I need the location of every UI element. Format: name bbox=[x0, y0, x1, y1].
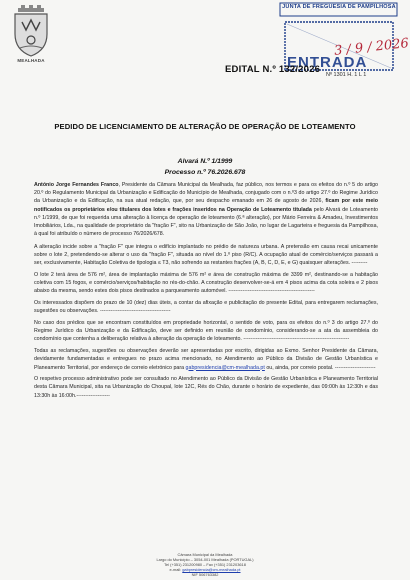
stamp-registration: Nº 1301 H. 1 L 1 bbox=[326, 72, 367, 78]
paragraph-notification: António Jorge Fernandes Franco, Presidente da Câmara Municipal da Mealhada, faz público, nos termos e para os efeitos do n.º 5 do artigo 20.º do Regulamento Municipal da Urbanização e Edificação do Município de Mealhada, conjugado com o n.º3 do artigo 27.º do Regime Jurídico da Urbanização e da Edificação, na sua atual redação, que, por seu despacho emanado em 26 de agosto de 2026, ficam por este meio notificados os proprietários e/ou titulares dos lotes e frações inseridos na Operação de Loteamento titulada pelo Alvará de Loteamento n.º 1/1999, de que foi requerida uma alteração à licença de operação de loteamento (6.ª alteração), por Mário Ferreira & Amadeu, Investimentos Imobiliários, Lda., na qualidade de proprietário da "fração F", sito na Urbanização de São João, no lugar de Lagarteira e freguesia da Pampilhosa, à qual foi atribuído o número de processo 76/2026/678. bbox=[34, 182, 378, 238]
paragraph-condominium: No caso dos prédios que se encontram constituídos em propriedade horizontal, o sentido de voto, para os efeitos do n.º 3 do artigo 27.º do Regime Jurídico da Urbanização e da Edificação, deve ser definido em reunião de condomínio, considerando-se a ata da assembleia do condomínio que contenha a deliberação relativa à alteração da operação de loteamento. ------------------------------------------------------------ bbox=[34, 320, 378, 343]
footer-address: Largo do Município – 3054-001 Mealhada (PORTUGAL) bbox=[156, 557, 254, 562]
footer-nif: NIF 506763382 bbox=[191, 572, 219, 577]
paragraph-consultation: O respetivo processo administrativo pode ser consultado no Atendimento ao Público da Divisão de Gestão Urbanística e Planeamento Territorial desta Câmara Municipal, sita na Urbanização do Choupal, lote 12C, Rés do Chão, durante o horário de expediente, das 09:00h às 12:30h e das 13:30h às 16:00h.------------------- bbox=[34, 376, 378, 399]
crest-label: MEALHADA bbox=[17, 58, 45, 63]
stamp-date: 3 / 9 / 2026 bbox=[333, 36, 410, 59]
footer-phone: Tel (+351) 231200980 – Fax (+351) 231203618 bbox=[164, 562, 246, 567]
paragraph-submissions: Todas as reclamações, sugestões ou observações deverão ser apresentadas por escrito, dirigidas ao Exmo. Senhor Presidente da Câmara, devidamente fundamentadas e entregues no prazo acima mencionado, no Atendimento ao Público da Divisão de Gestão Urbanística e Planeamento Territorial, por endereço de correio eletrónico para gabpresidencia@cm-mealhada.pt ou, ainda, por correio postal. ----------------------- bbox=[34, 348, 378, 371]
notified-parties: ficam por este meio notificados os proprietários e/ou titulares dos lotes e frações inseridos na Operação de Loteamento titulada bbox=[34, 198, 378, 213]
footer-email-link[interactable]: gabpresidencia@cm-mealhada.pt bbox=[182, 567, 241, 572]
stamp-entry-word: ENTRADA bbox=[287, 54, 368, 71]
document-footer bbox=[0, 552, 410, 577]
paragraph-deadline: Os interessados dispõem do prazo de 10 (dez) dias úteis, a contar da afixação e publicitação do presente Edital, para entregarem reclamações, sugestões ou observações. ---------------------------------------- bbox=[34, 300, 378, 315]
edital-title: EDITAL N.º 132/2026 bbox=[225, 64, 321, 75]
municipal-crest-icon bbox=[12, 4, 50, 58]
paragraph-alteration: A alteração incide sobre a "fração F" que integra o edifício implantado no prédio de natureza urbana. A pretensão em causa recai unicamente sobre o lote 2, pretendendo-se alterar o uso da "fração F", situada ao nível do 1.º piso (R/C). A ocupação atual de comércio/serviços passará a ser, exclusivamente, Habitação Coletiva de tipologia ≤ T3, não sofrendo as restantes frações (A, B, C, D, E, e G) quaisquer alterações. --------- bbox=[34, 243, 378, 267]
stamp-header: JUNTA DE FREGUESIA DE PAMPILHOSA bbox=[282, 4, 396, 10]
document-subject: PEDIDO DE LICENCIAMENTO DE ALTERAÇÃO DE OPERAÇÃO DE LOTEAMENTO bbox=[54, 122, 356, 131]
footer-email: e-mail: gabpresidencia@cm-mealhada.pt bbox=[169, 567, 241, 572]
email-link[interactable]: gabpresidencia@cm-mealhada.pt bbox=[185, 364, 265, 371]
processo-number: Processo n.º 76.2026.678 bbox=[164, 169, 246, 176]
footer-entity: Câmara Municipal da Mealhada bbox=[177, 552, 233, 557]
reference-block bbox=[0, 156, 410, 178]
document-body bbox=[34, 181, 378, 403]
alvara-number: Alvará N.º 1/1999 bbox=[177, 158, 233, 165]
paragraph-lot-details: O lote 2 terá área de 576 m², área de implantação máxima de 576 m² e área de construção máxima de 3399 m², destinando-se a habitação coletiva com 15 fogos, e comércio/serviços/habitação no rés-do-chão. A construção desenvolver-se-á em 4 pisos acima da cota soleira e 2 pisos abaixo da mesma, sendo estes dois pisos destinados a parqueamento automóvel. ------------------------------------------------- bbox=[34, 272, 378, 295]
president-name: António Jorge Fernandes Franco bbox=[34, 182, 119, 188]
